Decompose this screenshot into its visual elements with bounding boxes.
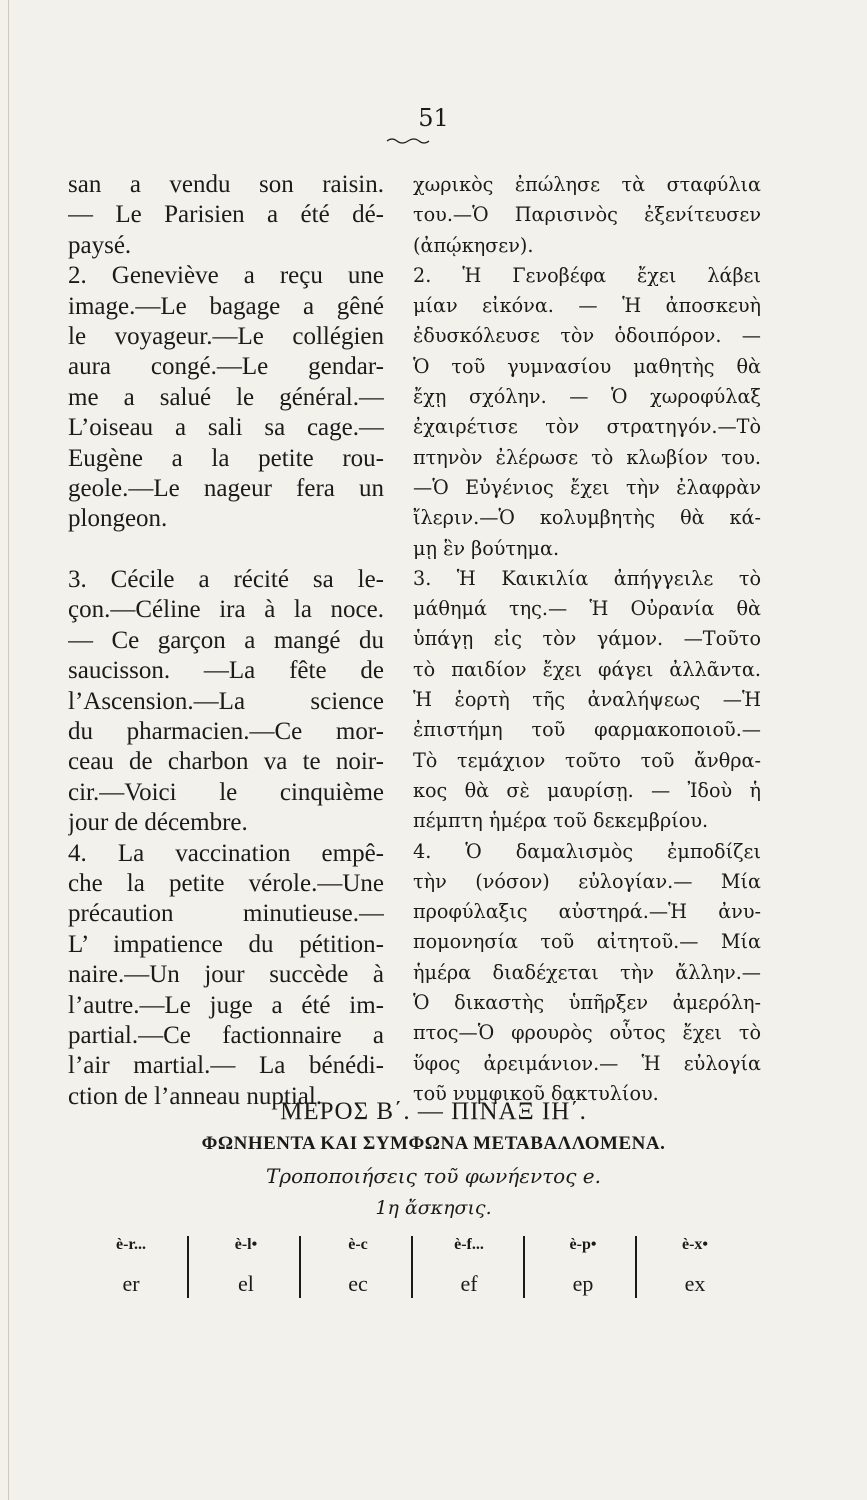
greek-line: —Ὁ Εὐγένιος ἔχει τὴν ἐλαφρὰν — [413, 475, 761, 499]
table-cell-letters: el — [238, 1271, 254, 1296]
french-line: partial.—Ce factionnaire a — [68, 1021, 384, 1049]
greek-line: (ἀπῴκησεν). — [413, 233, 534, 257]
table-divider — [635, 1236, 637, 1298]
table-cell — [527, 1230, 639, 1310]
table-cell-pattern: è-c — [348, 1236, 368, 1253]
french-line: 4. La vaccination empê- — [68, 839, 384, 867]
french-column — [68, 170, 384, 1112]
french-line: L’ impatience du pétition- — [68, 930, 384, 958]
greek-line: τὸ παιδίον ἔχει φάγει ἀλλᾶντα. — [413, 657, 761, 681]
greek-line: προφύλαξις αὐστηρά.—Ἡ ἀνυ- — [413, 900, 761, 924]
greek-line: πτηνὸν ἐλέρωσε τὸ κλωβίον του. — [413, 445, 761, 469]
french-line: jour de décembre. — [68, 809, 248, 837]
french-line: L’oiseau a sali sa cage.— — [68, 414, 384, 442]
greek-line: ὕφος ἀρειμάνιον.— Ἡ εὐλογία — [413, 1051, 761, 1075]
section-caption: Τροποποιήσεις τοῦ φωνήεντος e. — [266, 1164, 601, 1188]
page-number: 51 — [418, 104, 449, 132]
table-cell-pattern: è-l• — [234, 1236, 258, 1253]
french-line: l’Ascension.—La science — [68, 687, 384, 715]
table-cell-pattern: è-x• — [681, 1236, 709, 1253]
table-cell-letters: ex — [684, 1271, 706, 1296]
greek-line: Ὁ τοῦ γυμνασίου μαθητὴς θὰ — [413, 354, 761, 378]
french-line: san a vendu son raisin. — [68, 171, 384, 198]
greek-line: πέμπτη ἡμέρα τοῦ δεκεμβρίου. — [413, 809, 709, 833]
french-line: le voyageur.—Le collégien — [68, 323, 384, 351]
greek-line: 2. Ἡ Γενοβέφα ἔχει λάβει — [413, 263, 761, 287]
greek-line: ἐπιστήμη τοῦ φαρμακοποιοῦ.— — [413, 718, 761, 742]
vowel-table — [75, 1230, 765, 1310]
table-cell — [639, 1230, 751, 1310]
section-subtitle: ΦΩΝΗΕΝΤΑ ΚΑΙ ΣΥΜΦΩΝΑ ΜΕΤΑΒΑΛΛΟΜΕΝΑ. — [201, 1133, 666, 1154]
greek-line: ἡμέρα διαδέχεται τὴν ἄλλην.— — [413, 960, 761, 984]
greek-line: χωρικὸς ἐπώλησε τὰ σταφύλια — [413, 173, 761, 196]
french-line: saucisson. —La fête de — [68, 657, 384, 685]
french-line: geole.—Le nageur fera un — [68, 475, 384, 503]
french-line: Eugène a la petite rou- — [68, 444, 384, 472]
exercise-label: 1η ἄσκησις. — [375, 1197, 492, 1219]
greek-line: Ὁ δικαστὴς ὑπῆρξεν ἀμερόλη- — [413, 991, 761, 1015]
french-line: l’air martial.— La bénédi- — [68, 1052, 384, 1080]
french-line: plongeon. — [68, 505, 168, 533]
french-line: du pharmacien.—Ce mor- — [68, 717, 384, 745]
greek-line: τοῦ νυμφικοῦ δακτυλίου. — [413, 1081, 659, 1105]
french-line: précaution minutieuse.— — [68, 900, 384, 928]
table-divider — [523, 1236, 525, 1298]
table-cell — [75, 1230, 187, 1310]
table-cell — [190, 1230, 302, 1310]
table-cell — [413, 1230, 525, 1310]
paragraph-gap — [68, 535, 384, 565]
table-divider — [411, 1236, 413, 1298]
greek-line: Ἡ ἑορτὴ τῆς ἀναλήψεως —Ἡ — [413, 688, 761, 712]
table-divider — [299, 1236, 301, 1298]
greek-line: μάθημά της.— Ἡ Οὐρανία θὰ — [413, 597, 761, 621]
french-line: ceau de charbon va te noir- — [68, 748, 384, 776]
greek-line: μῃ ἓν βούτημα. — [413, 536, 560, 560]
french-line: 3. Cécile a récité sa le- — [68, 565, 384, 593]
greek-line: τὴν (νόσον) εὐλογίαν.— Μία — [413, 869, 761, 893]
greek-line: ἐδυσκόλευσε τὸν ὁδοιπόρον. — — [413, 324, 761, 348]
french-line: aura congé.—Le gendar- — [68, 353, 384, 381]
greek-line: 4. Ὁ δαμαλισμὸς ἐμποδίζει — [413, 839, 761, 863]
greek-line: πτος—Ὁ φρουρὸς οὗτος ἔχει τὸ — [413, 1021, 761, 1045]
french-line: cir.—Voici le cinquième — [68, 778, 384, 806]
greek-line: του.—Ὁ Παρισινὸς ἐξενίτευσεν — [413, 203, 761, 227]
french-line: me a salué le général.— — [68, 383, 384, 411]
greek-line: ἴλεριν.—Ὁ κολυμβητὴς θὰ κά- — [413, 506, 761, 530]
table-cell-letters: ef — [460, 1271, 478, 1296]
table-cell-pattern: è-f... — [454, 1236, 484, 1253]
french-line: che la petite vérole.—Une — [68, 869, 384, 897]
french-line: — Le Parisien a été dé- — [68, 201, 384, 229]
table-cell — [302, 1230, 414, 1310]
greek-line: κος θὰ σὲ μαυρίσῃ. — Ἰδοὺ ἡ — [413, 778, 761, 802]
french-line: — Ce garçon a mangé du — [68, 626, 384, 654]
page-edge — [8, 0, 9, 1500]
french-line: ction de l’anneau nuptial. — [68, 1082, 323, 1110]
table-cell-pattern: è-r... — [115, 1236, 147, 1253]
table-cell-letters: er — [122, 1271, 140, 1296]
french-line: image.—Le bagage a gêné — [68, 292, 384, 320]
greek-line: μίαν εἰκόνα. — Ἡ ἀποσκευὴ — [413, 294, 761, 318]
flourish-ornament-icon — [386, 136, 430, 146]
greek-line: ἔχῃ σχόλην. — Ὁ χωροφύλαξ — [413, 385, 761, 409]
greek-line: ἐχαιρέτισε τὸν στρατηγόν.—Τὸ — [413, 415, 761, 439]
french-line: l’autre.—Le juge a été im- — [68, 991, 384, 1019]
french-line: naire.—Un jour succède à — [68, 961, 384, 989]
table-cell-letters: ep — [572, 1271, 594, 1296]
greek-line: 3. Ἡ Καικιλία ἀπήγγειλε τὸ — [413, 566, 761, 590]
table-divider — [187, 1236, 189, 1298]
greek-line: ὑπάγῃ εἰς τὸν γάμον. —Τοῦτο — [413, 627, 761, 651]
section-title: ΜΕΡΟΣ Β΄. — ΠΙΝΑΞ ΙΗ΄. — [280, 1098, 587, 1125]
greek-column — [413, 170, 761, 1109]
greek-line: πομονησία τοῦ αἰτητοῦ.— Μία — [413, 930, 761, 954]
greek-line: Τὸ τεμάχιον τοῦτο τοῦ ἄνθρα- — [413, 748, 761, 772]
french-line: çon.—Céline ira à la noce. — [68, 596, 384, 624]
french-line: paysé. — [68, 231, 132, 259]
french-line: 2. Geneviève a reçu une — [68, 262, 384, 290]
table-cell-pattern: è-p• — [569, 1236, 597, 1253]
table-cell-letters: ec — [348, 1271, 368, 1296]
